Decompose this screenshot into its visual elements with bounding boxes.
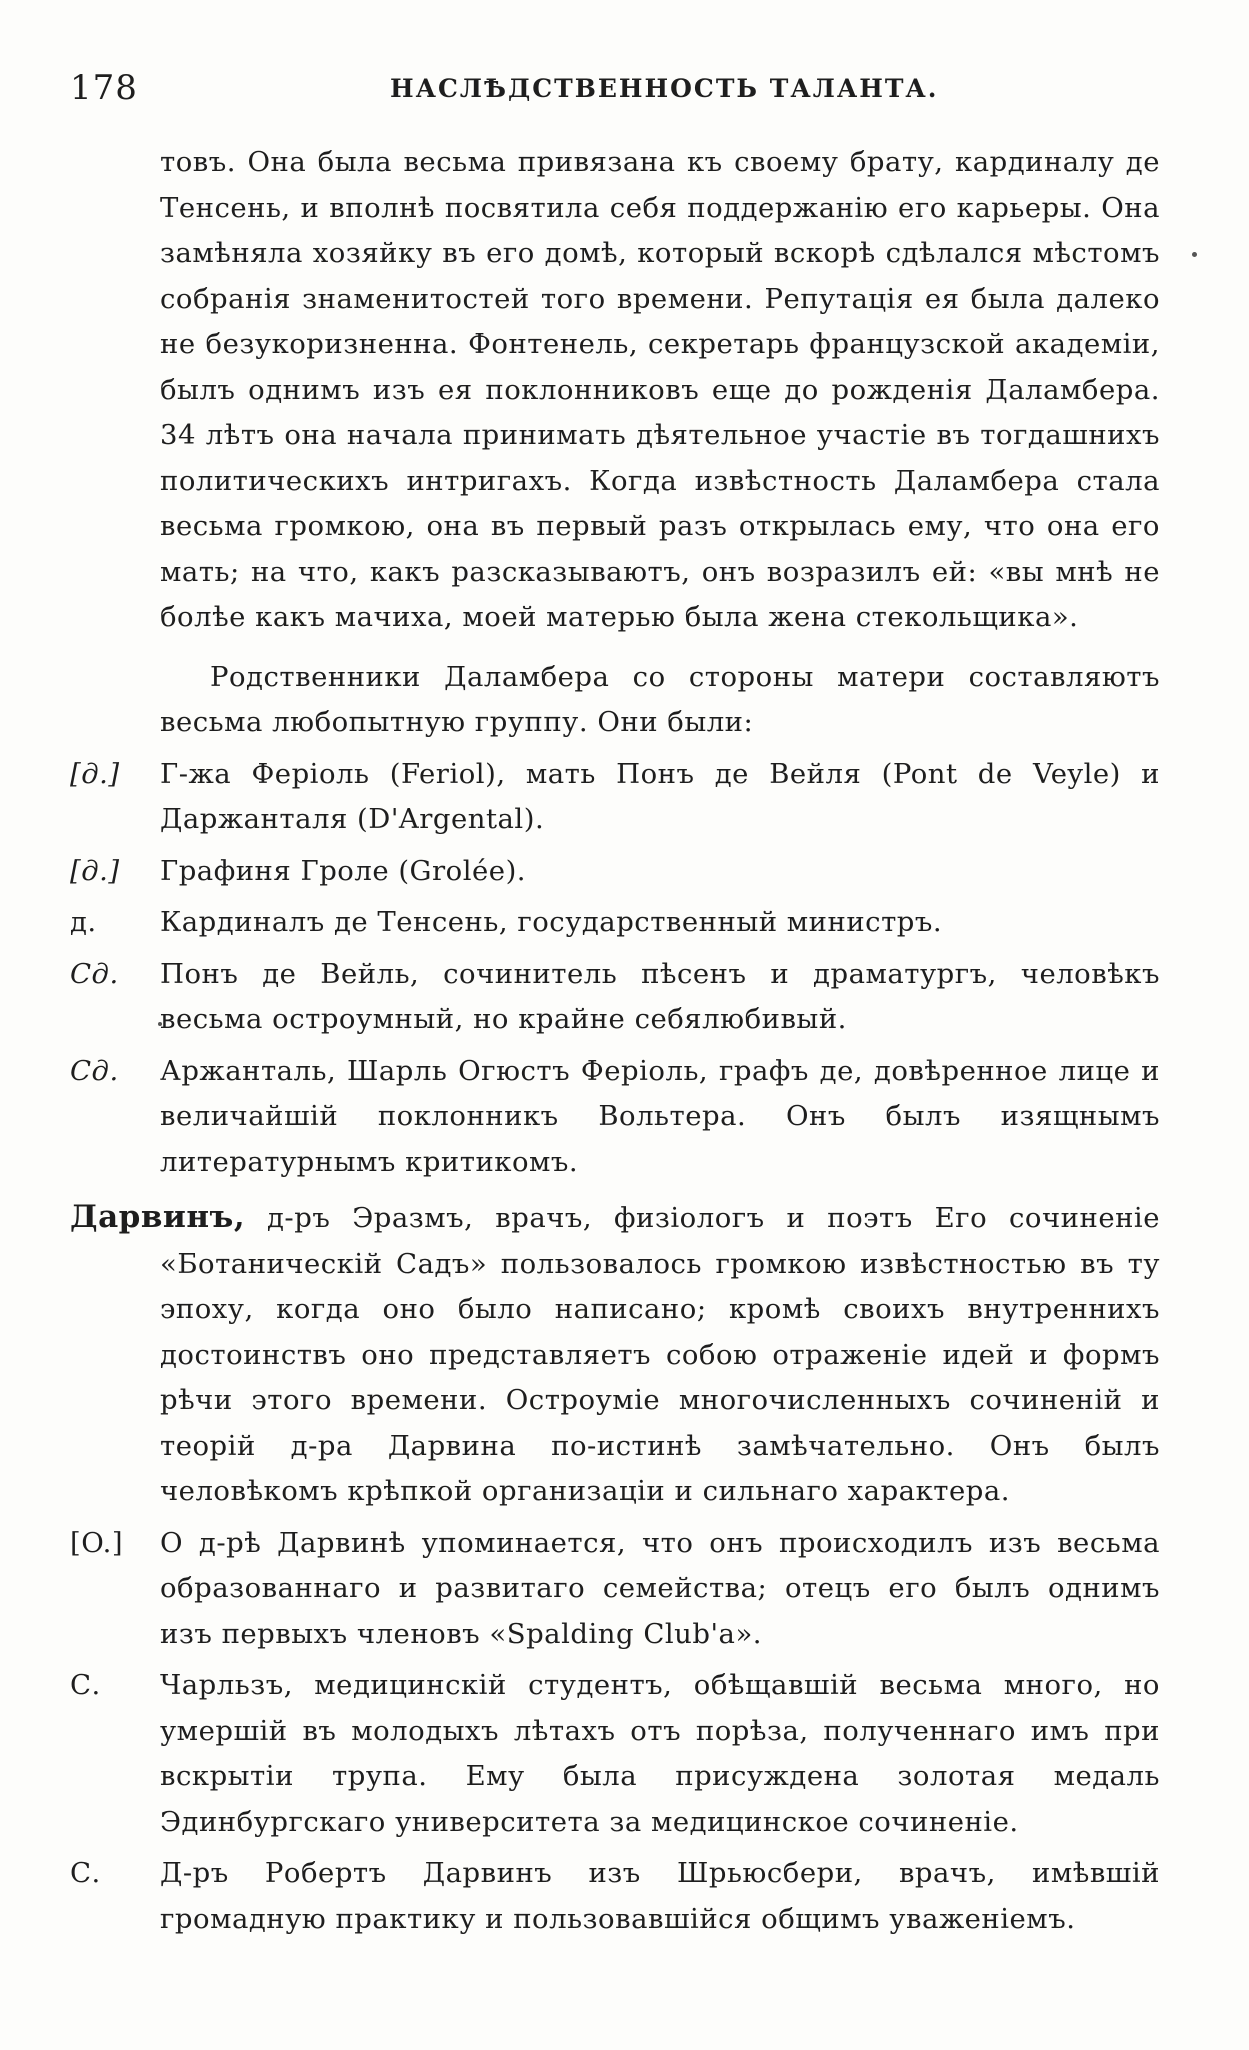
print-speck (1192, 252, 1197, 257)
relative-entry (70, 1049, 1160, 1186)
relative-description: Графиня Гроле (Grolée). (160, 854, 527, 887)
relatives-list (70, 752, 1160, 1186)
entry-name: Дарвинъ, (70, 1199, 246, 1235)
page-header (70, 68, 1159, 108)
relative-description: Чарльзъ, медицинскій студентъ, обѣщавшій весьма много, но умершій въ молодыхъ лѣтахъ отъ порѣза, полученнаго имъ при вскрытіи трупа. Ему была присуждена золотая медаль Эдинбургскаго университета за медицинское сочиненіе. (160, 1669, 1160, 1838)
relative-entry (70, 849, 1160, 895)
relation-marker: Сд. (70, 1054, 119, 1087)
relative-entry (70, 1521, 1160, 1658)
relative-entry (70, 1663, 1160, 1845)
body-text (70, 140, 1160, 1942)
paragraph-relatives-intro: Родственники Даламбера со стороны матери составляютъ весьма любопытную группу. Они были: (160, 660, 1160, 738)
relation-marker: С. (70, 1669, 101, 1701)
relative-description: О д-рѣ Дарвинѣ упоминается, что онъ происходилъ изъ весьма образованнаго и развитаго семейства; отецъ его былъ однимъ изъ первыхъ членовъ «Spalding Club'a». (160, 1526, 1160, 1650)
relation-marker: [O.] (70, 1526, 124, 1559)
page-number: 178 (70, 68, 138, 108)
paragraph-continuation: товъ. Она была весьма привязана къ своему брату, кардиналу де Тенсень, и вполнѣ посвятила себя поддержанію его карьеры. Она замѣняла хозяйку въ его домѣ, который вскорѣ сдѣлался мѣстомъ собранія знаменитостей того времени. Репутація ея была далеко не безукоризненна. Фонтенель, секретарь французской академіи, былъ однимъ изъ ея поклонниковъ еще до рожденія Даламбера. 34 лѣтъ она начала принимать дѣятельное участіе въ тогдашнихъ политическихъ интригахъ. Когда извѣстность Даламбера стала весьма громкою, она въ первый разъ открылась ему, что она его мать; на что, какъ разсказываютъ, онъ возразилъ ей: «вы мнѣ не болѣе какъ мачиха, моей матерью была жена стекольщика». (160, 146, 1160, 633)
relation-marker: [д.] (70, 854, 120, 887)
relative-description: Понъ де Вейль, сочинитель пѣсенъ и драматургъ, человѣкъ весьма остроумный, но крайне себялюбивый. (160, 957, 1160, 1035)
darwin-entry (70, 1195, 1160, 1515)
relative-entry (70, 752, 1160, 843)
relative-description: Д-ръ Робертъ Дарвинъ изъ Шрьюсбери, врачъ, имѣвшій громадную практику и пользовавшійся общимъ уваженіемъ. (160, 1857, 1160, 1935)
relation-marker: [д.] (70, 757, 120, 790)
relative-description: Кардиналъ де Тенсень, государственный министръ. (160, 906, 943, 938)
relation-marker: Сд. (70, 957, 119, 990)
relative-entry (70, 900, 1160, 946)
relation-marker: д. (70, 906, 97, 938)
running-title: НАСЛѢДСТВЕННОСТЬ ТАЛАНТА. (390, 74, 939, 103)
relative-description: Аржанталь, Шарль Огюстъ Феріоль, графъ де, довѣренное лице и величайшій поклонникъ Вольтера. Онъ былъ изящнымъ литературнымъ критикомъ. (160, 1054, 1160, 1178)
darwin-relatives-list (70, 1521, 1160, 1943)
relation-marker: С. (70, 1857, 101, 1889)
relative-entry (70, 952, 1160, 1043)
relative-description: Г-жа Феріоль (Feriol), мать Понъ де Вейля (Pont de Veyle) и Даржанталя (D'Argental). (160, 757, 1160, 835)
entry-text: д-ръ Эразмъ, врачъ, физіологъ и поэтъ Его сочиненіе «Ботаническій Садъ» пользовалось громкою извѣстностью въ ту эпоху, когда оно было написано; кромѣ своихъ внутреннихъ достоинствъ оно представляетъ собою отраженіе идей и формъ рѣчи этого времени. Остроуміе многочисленныхъ сочиненій и теорій д-ра Дарвина по-истинѣ замѣчательно. Онъ былъ человѣкомъ крѣпкой организаціи и сильнаго характера. (160, 1202, 1160, 1507)
relative-entry (70, 1851, 1160, 1942)
